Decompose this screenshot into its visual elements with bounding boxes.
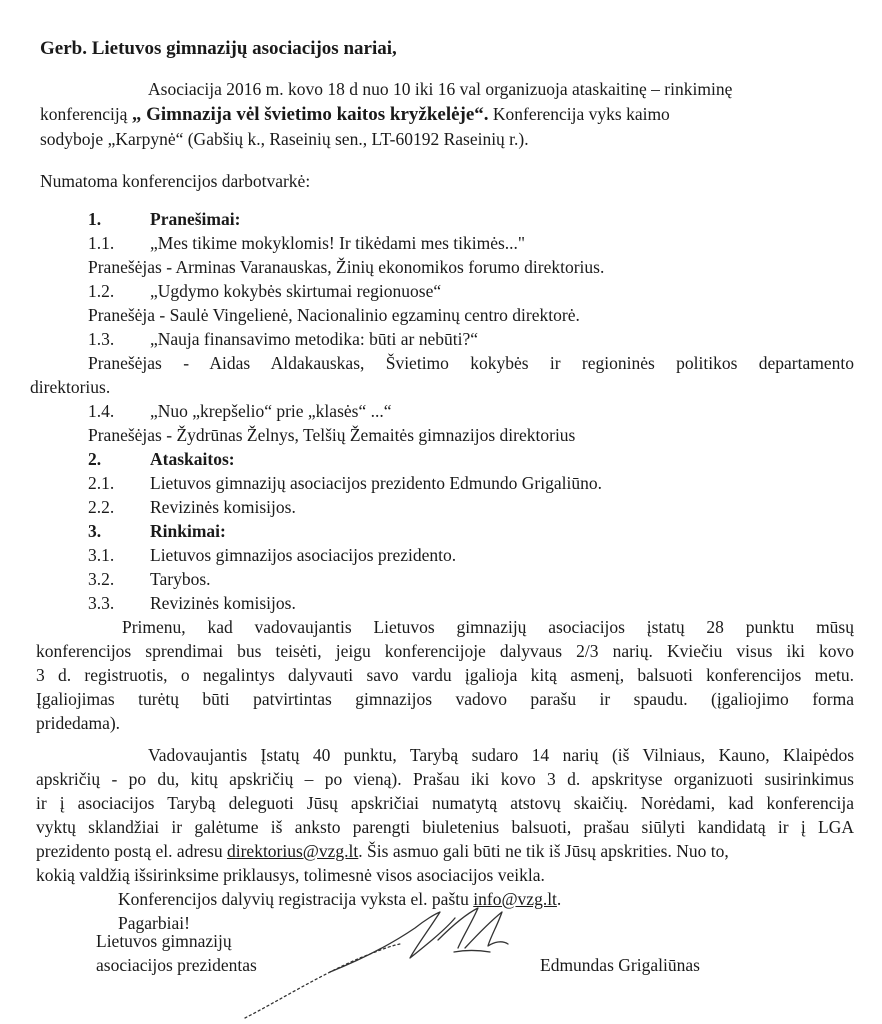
para1-line-1: Primenu, kad vadovaujantis Lietuvos gimnazijų asociacijos įstatų 28 punktu mūsų (122, 617, 854, 637)
conference-title: „ Gimnazija vėl švietimo kaitos kryžkelėje“. (131, 104, 489, 125)
agenda-item-3-3: 3.3. Revizinės komisijos. (88, 593, 296, 613)
para2-line-2: apskričių - po du, kitų apskričių – po vieną). Prašau iki kovo 3 d. apskrityse organizuoti susirinkimus (36, 769, 854, 789)
agenda-item-1-2: 1.2. „Ugdymo kokybės skirtumai regionuose“ (88, 281, 442, 301)
agenda-item-1-1: 1.1. „Mes tikime mokyklomis! Ir tikėdami mes tikimės..." (88, 233, 526, 253)
para1-line-3: 3 d. registruotis, o negalintys dalyvauti savo vardu įgalioja kitą asmenį, balsuoti konferencijos metu. (36, 665, 854, 685)
registration-line: Konferencijos dalyvių registracija vyksta el. paštu info@vzg.lt. (118, 889, 562, 909)
speaker-1-3-line-2: direktorius. (30, 377, 111, 397)
section-2-heading: 2. Ataskaitos: (88, 449, 235, 469)
agenda-item-3-1: 3.1. Lietuvos gimnazijos asociacijos prezidento. (88, 545, 457, 565)
agenda-item-1-4: 1.4. „Nuo „krepšelio“ prie „klasės“ ...“ (88, 401, 392, 421)
para1-line-5: pridedama). (36, 713, 121, 733)
para2-line-4: vyktų sklandžiai ir galėtume iš anksto parengti biuletenius balsuoti, prašau siūlyti kandidatą ir į LGA (36, 817, 854, 837)
speaker-1-3-line-1: Pranešėjas - Aidas Aldakauskas, Švietimo kokybės ir regioninės politikos departamento (88, 353, 854, 373)
signatory-name: Edmundas Grigaliūnas (540, 955, 700, 975)
para2-line-1: Vadovaujantis Įstatų 40 punktu, Tarybą sudaro 14 narių (iš Vilniaus, Kauno, Klaipėdos (148, 745, 854, 765)
speaker-1-4: Pranešėjas - Žydrūnas Želnys, Telšių Žemaitės gimnazijos direktorius (88, 425, 576, 445)
signatory-role-line-1: Lietuvos gimnazijų (96, 931, 232, 951)
agenda-item-2-1: 2.1. Lietuvos gimnazijų asociacijos prezidento Edmundo Grigaliūno. (88, 473, 602, 493)
intro-line-2 (40, 103, 670, 126)
agenda-item-1-3: 1.3. „Nauja finansavimo metodika: būti ar nebūti?“ (88, 329, 479, 349)
para1-line-4: Įgaliojimas turėtų būti patvirtintas gimnazijos vadovo parašu ir spaudu. (įgaliojimo forma (36, 689, 854, 709)
speaker-1-2: Pranešėja - Saulė Vingelienė, Nacionalinio egzaminų centro direktorė. (88, 305, 580, 325)
section-3-heading: 3. Rinkimai: (88, 521, 226, 541)
info-email-link[interactable]: info@vzg.lt (473, 889, 557, 909)
speaker-1-1: Pranešėjas - Arminas Varanauskas, Žinių ekonomikos forumo direktorius. (88, 257, 605, 277)
salutation: Gerb. Lietuvos gimnazijų asociacijos nariai, (40, 38, 397, 59)
para1-line-2: konferencijos sprendimai bus teisėti, jeigu konferencijoje dalyvaus 2/3 narių. Kviečiu visus iki kovo (36, 641, 854, 661)
director-email-link[interactable]: direktorius@vzg.lt (226, 841, 359, 861)
handwritten-signature (240, 900, 540, 1020)
signatory-role-line-2: asociacijos prezidentas (96, 955, 257, 975)
section-1-heading: 1. Pranešimai: (88, 209, 241, 229)
para2-line-5: prezidento postą el. adresu direktorius@vzg.lt. Šis asmuo gali būti ne tik iš Jūsų apskrities. Nuo to, (36, 841, 729, 861)
agenda-item-3-2: 3.2. Tarybos. (88, 569, 211, 589)
para2-line-3: ir į asociacijos Tarybą deleguoti Jūsų apskričiai numatytą atstovų skaičių. Norėdami, kad konferencija (36, 793, 854, 813)
intro-line-3: sodyboje „Karpynė“ (Gabšių k., Raseinių sen., LT-60192 Raseinių r.). (40, 129, 529, 149)
closing-greeting: Pagarbiai! (118, 913, 190, 933)
agenda-item-2-2: 2.2. Revizinės komisijos. (88, 497, 296, 517)
intro-line-1: Asociacija 2016 m. kovo 18 d nuo 10 iki 16 val organizuoja ataskaitinę – rinkiminę (148, 79, 733, 99)
agenda-title: Numatoma konferencijos darbotvarkė: (40, 171, 311, 191)
para2-line-6: kokią valdžią išsirinksime priklausys, tolimesnė visos asociacijos veikla. (36, 865, 545, 885)
intro-line-2-post: Konferencija vyks kaimo (492, 104, 670, 124)
intro-line-2-pre: konferenciją (40, 104, 128, 124)
